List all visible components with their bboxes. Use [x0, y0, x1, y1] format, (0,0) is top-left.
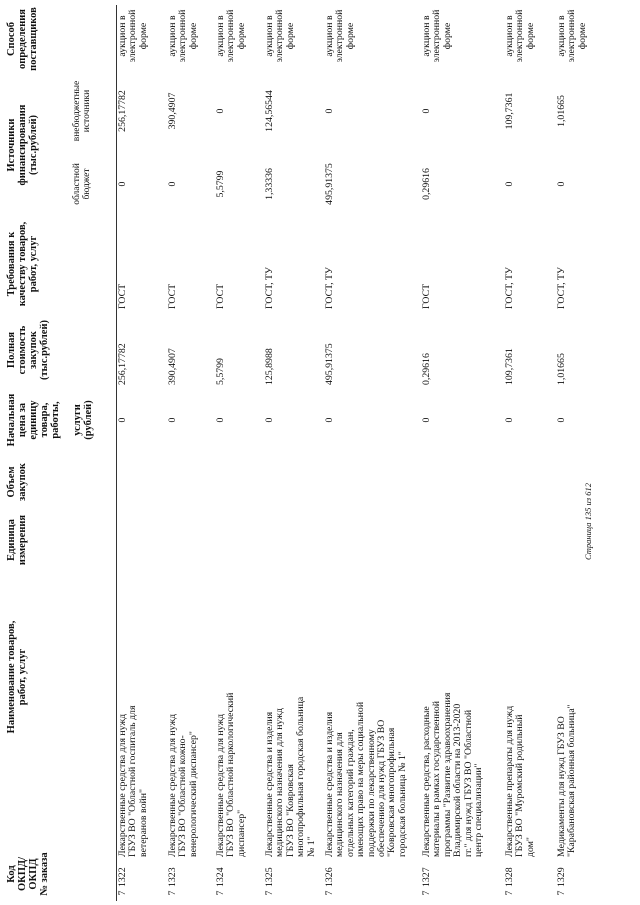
- header-total: Полная стоимость закупок (тыс.рублей): [6, 319, 50, 381]
- row-code: 7: [264, 890, 275, 896]
- row-requirements: ГОСТ, ТУ: [324, 267, 335, 309]
- row-code: 7: [504, 890, 515, 896]
- row-order-number: 1328: [504, 867, 515, 887]
- row-method: аукцион в электронной форме: [556, 9, 588, 63]
- row-requirements: ГОСТ: [215, 283, 226, 309]
- header-name: Наименование товаров, работ, услуг: [6, 620, 28, 734]
- row-method: аукцион в электронной форме: [324, 9, 356, 63]
- row-requirements: ГОСТ, ТУ: [556, 267, 567, 309]
- row-requirements: ГОСТ, ТУ: [504, 267, 515, 309]
- row-order-number: 1326: [324, 867, 335, 887]
- row-regional-budget: 5,5799: [215, 170, 226, 198]
- row-regional-budget: 1,33336: [264, 168, 275, 200]
- row-item-name: Лекарственные средства для нужд ГБУЗ ВО "Областной кожно- венерологический диспансер": [167, 713, 199, 857]
- row-regional-budget: 0: [504, 181, 515, 187]
- row-offbudget: 109,7361: [504, 92, 515, 130]
- row-unit-price: 0: [117, 417, 128, 423]
- row-requirements: ГОСТ: [117, 283, 128, 309]
- row-total: 109,7361: [504, 348, 515, 385]
- row-code: 7: [117, 890, 128, 896]
- row-item-name: Лекарственные средства для нужд ГБУЗ ВО "Областной госпиталь для ветеранов войн": [117, 705, 149, 857]
- header-code: Код ОКПД/ ОКПД № заказа: [6, 852, 50, 896]
- row-unit-price: 0: [504, 417, 515, 423]
- row-method: аукцион в электронной форме: [504, 9, 536, 63]
- header-sources-offbudget: внебюджетные источники: [72, 80, 92, 142]
- row-unit-price: 0: [215, 417, 226, 423]
- row-regional-budget: 0,29616: [421, 168, 432, 200]
- row-unit-price: 0: [324, 417, 335, 423]
- row-method: аукцион в электронной форме: [215, 9, 247, 63]
- row-regional-budget: 0: [556, 181, 567, 187]
- row-item-name: Лекарственные средства, расходные материалы в рамках государственной программы "Развитие здравоохранения Владимирской области на 2013-2020 гг." для нужд ГБУЗ ВО "Областной центр специализации": [421, 692, 485, 857]
- row-total: 256,17782: [117, 343, 128, 385]
- header-sources: Источники финансирования (тыс.рублей): [6, 104, 39, 186]
- row-requirements: ГОСТ: [421, 283, 432, 309]
- row-method: аукцион в электронной форме: [167, 9, 199, 63]
- header-unit-price: Начальная цена за единицу товара, работы, услуги (рублей): [6, 393, 94, 447]
- row-item-name: Лекарственные препараты для нужд ГБУЗ ВО "Муромский родильный дом": [504, 705, 536, 857]
- row-offbudget: 390,4907: [167, 92, 178, 130]
- row-total: 495,91375: [324, 343, 335, 385]
- row-code: 7: [215, 890, 226, 896]
- row-method: аукцион в электронной форме: [117, 9, 149, 63]
- row-offbudget: 0: [215, 108, 226, 114]
- row-offbudget: 124,56544: [264, 90, 275, 132]
- row-unit-price: 0: [421, 417, 432, 423]
- header-method: Способ определения поставщиков: [6, 7, 39, 71]
- row-item-name: Лекарственные средства для нужд ГБУЗ ВО "Областной наркологический диспансер": [215, 692, 247, 857]
- row-total: 0,29616: [421, 353, 432, 385]
- row-offbudget: 0: [421, 108, 432, 114]
- page-number: Страница 135 из 612: [583, 483, 593, 560]
- row-total: 390,4907: [167, 348, 178, 385]
- row-requirements: ГОСТ: [167, 283, 178, 309]
- row-regional-budget: 495,91375: [324, 163, 335, 205]
- header-volume: Объем закупок: [6, 463, 28, 501]
- row-order-number: 1327: [421, 867, 432, 887]
- row-total: 5,5799: [215, 358, 226, 385]
- row-order-number: 1329: [556, 867, 567, 887]
- row-unit-price: 0: [556, 417, 567, 423]
- row-regional-budget: 0: [117, 181, 128, 187]
- row-method: аукцион в электронной форме: [421, 9, 453, 63]
- row-item-name: Лекарственные средства и изделия медицинского назначения для отдельных категорий граждан, имеющих право на меры социальной поддержки по лекарственному обеспечению для нужд ГБУЗ ВО "Ковровская многопрофильная городская больница № 1": [324, 701, 408, 857]
- row-total: 125,8988: [264, 348, 275, 385]
- row-regional-budget: 0: [167, 181, 178, 187]
- row-total: 1,01665: [556, 353, 567, 385]
- row-item-name: Медикаменты для нужд ГБУЗ ВО "Карабановская районная больница": [556, 704, 578, 857]
- row-order-number: 1325: [264, 867, 275, 887]
- row-offbudget: 256,17782: [117, 90, 128, 132]
- row-requirements: ГОСТ, ТУ: [264, 267, 275, 309]
- row-offbudget: 0: [324, 108, 335, 114]
- header-sources-regional: областной бюджет: [72, 163, 92, 205]
- row-code: 7: [167, 890, 178, 896]
- row-item-name: Лекарственные средства и изделия медицинского назначения для нужд ГБУЗ ВО "Ковровская многопрофильная городская больница № 1": [264, 696, 317, 857]
- row-order-number: 1323: [167, 867, 178, 887]
- row-code: 7: [421, 890, 432, 896]
- row-offbudget: 1,01665: [556, 95, 567, 127]
- row-code: 7: [324, 890, 335, 896]
- row-unit-price: 0: [264, 417, 275, 423]
- row-code: 7: [556, 890, 567, 896]
- row-unit-price: 0: [167, 417, 178, 423]
- row-order-number: 1322: [117, 867, 128, 887]
- header-unit: Единица измерения: [6, 514, 28, 566]
- row-order-number: 1324: [215, 867, 226, 887]
- header-requirements: Требования к качеству товаров, работ, услуг: [6, 221, 39, 307]
- row-method: аукцион в электронной форме: [264, 9, 296, 63]
